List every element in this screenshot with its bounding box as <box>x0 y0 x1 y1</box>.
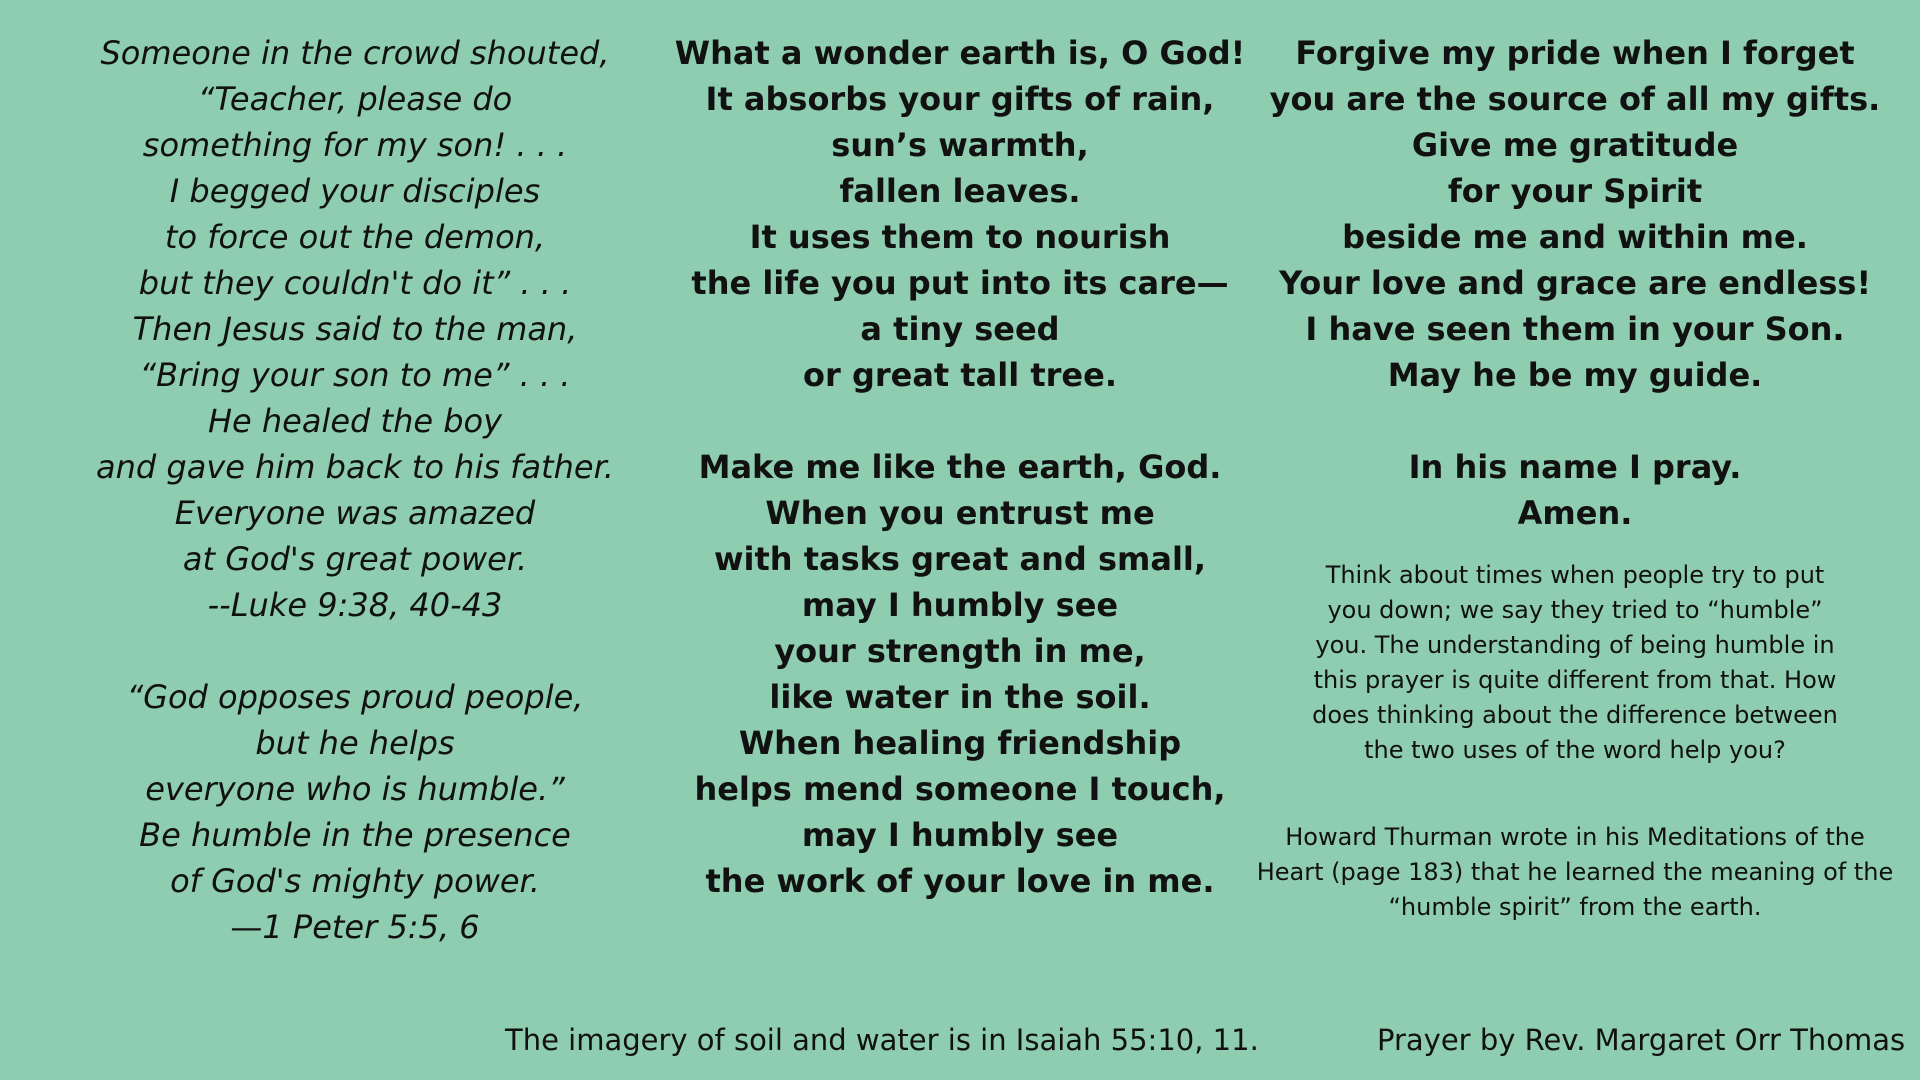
prayer-closing: In his name I pray. <box>1408 448 1742 486</box>
prayer-line: with tasks great and small, <box>713 540 1207 578</box>
peter-passage <box>30 674 680 950</box>
reflection-line: Think about times when people try to put <box>1325 561 1825 589</box>
prayer-line: for your Spirit <box>1447 172 1703 210</box>
spacer <box>30 628 680 674</box>
prayer-stanza-pride <box>1240 30 1910 536</box>
thurman-note <box>1240 820 1910 925</box>
scripture-line: to force out the demon, <box>164 218 546 256</box>
prayer-line: may I humbly see <box>801 586 1119 624</box>
scripture-line: Then Jesus said to the man, <box>132 310 578 348</box>
imagery-footnote: The imagery of soil and water is in Isaiah 55:10, 11. <box>505 1023 1259 1057</box>
scripture-line: everyone who is humble.” <box>145 770 565 808</box>
reflection-line: this prayer is quite different from that. How <box>1313 666 1837 694</box>
reflection-line: you. The understanding of being humble in <box>1315 631 1835 659</box>
prayer-amen: Amen. <box>1517 494 1633 532</box>
scripture-line: Someone in the crowd shouted, <box>100 34 610 72</box>
prayer-line: When you entrust me <box>765 494 1155 532</box>
prayer-column-middle <box>640 30 1280 904</box>
prayer-stanza-humble <box>640 444 1280 904</box>
prayer-column-right <box>1240 30 1910 925</box>
prayer-line: or great tall tree. <box>803 356 1117 394</box>
prayer-line: your strength in me, <box>774 632 1146 670</box>
scripture-line: Everyone was amazed <box>174 494 536 532</box>
scripture-line: I begged your disciples <box>169 172 541 210</box>
prayer-line: When healing friendship <box>738 724 1182 762</box>
reflection-note <box>1240 558 1910 768</box>
prayer-credit: Prayer by Rev. Margaret Orr Thomas <box>1377 1023 1906 1057</box>
reflection-line: the two uses of the word help you? <box>1364 736 1786 764</box>
prayer-line: Your love and grace are endless! <box>1278 264 1872 302</box>
reflection-line: you down; we say they tried to “humble” <box>1327 596 1823 624</box>
scripture-citation: --Luke 9:38, 40-43 <box>207 586 503 624</box>
prayer-line: the life you put into its care— <box>691 264 1229 302</box>
scripture-line: He healed the boy <box>207 402 503 440</box>
prayer-line: helps mend someone I touch, <box>694 770 1226 808</box>
spacer <box>1240 398 1910 444</box>
scripture-line: something for my son! . . . <box>142 126 568 164</box>
luke-passage <box>30 30 680 628</box>
prayer-line: Give me gratitude <box>1411 126 1739 164</box>
spacer <box>640 398 1280 444</box>
scripture-line: of God's mighty power. <box>170 862 540 900</box>
prayer-line: you are the source of all my gifts. <box>1269 80 1881 118</box>
prayer-line: Forgive my pride when I forget <box>1295 34 1855 72</box>
prayer-line: may I humbly see <box>801 816 1119 854</box>
prayer-line: sun’s warmth, <box>831 126 1089 164</box>
reflection-line: does thinking about the difference between <box>1312 701 1838 729</box>
prayer-line: May he be my guide. <box>1387 356 1763 394</box>
scripture-line: “Bring your son to me” . . . <box>139 356 571 394</box>
scripture-column <box>30 30 680 950</box>
prayer-stanza-earth <box>640 30 1280 398</box>
scripture-line: and gave him back to his father. <box>96 448 614 486</box>
scripture-citation: —1 Peter 5:5, 6 <box>230 908 480 946</box>
prayer-line: It uses them to nourish <box>749 218 1171 256</box>
prayer-line: I have seen them in your Son. <box>1305 310 1845 348</box>
thurman-line: Howard Thurman wrote in his Meditations of the <box>1285 823 1865 851</box>
prayer-line: like water in the soil. <box>769 678 1151 716</box>
prayer-line: It absorbs your gifts of rain, <box>705 80 1215 118</box>
scripture-line: Be humble in the presence <box>139 816 571 854</box>
scripture-line: at God's great power. <box>182 540 528 578</box>
prayer-line: What a wonder earth is, O God! <box>674 34 1246 72</box>
prayer-line: the work of your love in me. <box>705 862 1215 900</box>
thurman-line: “humble spirit” from the earth. <box>1388 893 1762 921</box>
scripture-line: “Teacher, please do <box>197 80 513 118</box>
prayer-line: a tiny seed <box>860 310 1060 348</box>
prayer-line: Make me like the earth, God. <box>698 448 1222 486</box>
thurman-line: Heart (page 183) that he learned the meaning of the <box>1256 858 1894 886</box>
scripture-line: but they couldn't do it” . . . <box>138 264 572 302</box>
scripture-line: “God opposes proud people, <box>126 678 584 716</box>
prayer-line: beside me and within me. <box>1342 218 1808 256</box>
scripture-line: but he helps <box>255 724 455 762</box>
prayer-line: fallen leaves. <box>839 172 1081 210</box>
